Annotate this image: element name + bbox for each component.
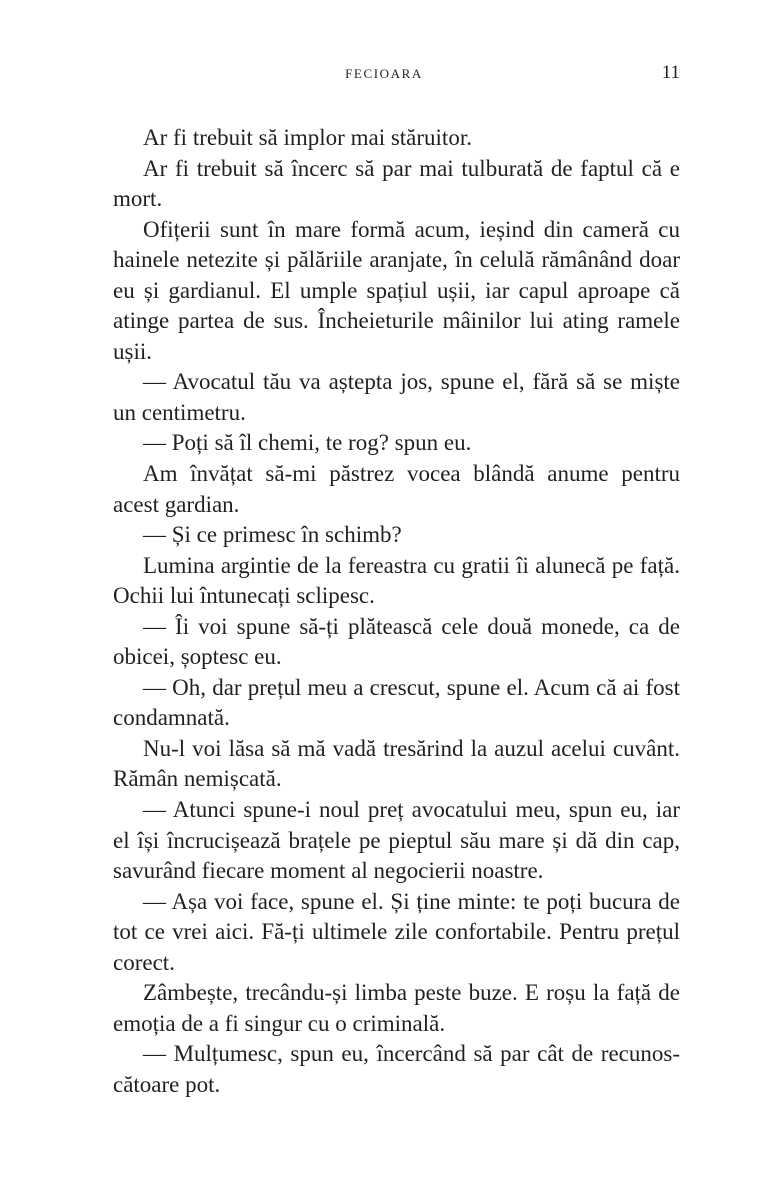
running-head-title: FECIOARA (345, 66, 423, 81)
paragraph (113, 734, 680, 795)
text-line: hainele netezite și pălăriile aranjate, în celulă rămânând doar (113, 247, 680, 273)
text-line: Rămân nemișcată. (113, 766, 282, 792)
text-line: — Atunci spune-i noul preț avocatului meu, spun eu, iar (143, 797, 680, 823)
body-text (113, 123, 680, 1101)
text-line: obicei, șoptesc eu. (113, 644, 282, 670)
page-number: 11 (661, 62, 680, 83)
paragraph (113, 428, 680, 459)
text-line: acest gardian. (113, 491, 240, 517)
paragraph (113, 612, 680, 673)
paragraph (113, 367, 680, 428)
text-line: tot ce vrei aici. Fă-ți ultimele zile confortabile. Pentru prețul (113, 919, 680, 945)
text-line: cătoare pot. (113, 1071, 221, 1097)
paragraph (113, 795, 680, 887)
text-line: — Și ce primesc în schimb? (143, 522, 402, 548)
text-line: Nu-l voi lăsa să mă vadă tresărind la auzul acelui cuvânt. (143, 735, 680, 761)
text-line: Ar fi trebuit să implor mai stăruitor. (143, 125, 472, 150)
paragraph (113, 1039, 680, 1100)
paragraph (113, 123, 680, 154)
text-line: condamnată. (113, 705, 230, 731)
text-line: un centimetru. (113, 399, 246, 425)
text-line: Ochii lui întunecați sclipesc. (113, 583, 375, 609)
paragraph (113, 215, 680, 368)
text-line: atinge partea de sus. Încheieturile mâinilor lui ating ramele (113, 308, 680, 334)
text-line: Am învățat să-mi păstrez vocea blândă anume pentru (143, 461, 680, 487)
text-line: savurând fiecare moment al negocierii noastre. (113, 858, 544, 884)
text-line: — Îi voi spune să-ți plătească cele două monede, ca de (143, 613, 680, 639)
text-line: — Oh, dar prețul meu a crescut, spune el. Acum că ai fost (143, 674, 680, 700)
text-line: Zâmbește, trecându-și limba peste buze. E roșu la față de (143, 980, 680, 1006)
text-line: el își încrucișează brațele pe pieptul său mare și dă din cap, (113, 827, 680, 853)
paragraph (113, 551, 680, 612)
text-line: — Mulțumesc, spun eu, încercând să par cât de recunos- (143, 1041, 680, 1067)
text-line: ușii. (113, 338, 152, 364)
text-line: — Poți să îl chemi, te rog? spun eu. (143, 430, 472, 456)
text-line: — Avocatul tău va aștepta jos, spune el, fără să se miște (143, 369, 680, 395)
paragraph (113, 887, 680, 979)
paragraph (113, 459, 680, 520)
text-line: emoția de a fi singur cu o criminală. (113, 1010, 446, 1036)
text-line: Ar fi trebuit să încerc să par mai tulburată de faptul că e (143, 155, 680, 181)
paragraph (113, 978, 680, 1039)
paragraph (113, 673, 680, 734)
text-line: eu și gardianul. El umple spațiul ușii, iar capul aproape că (113, 277, 680, 303)
text-line: Ofițerii sunt în mare formă acum, ieșind din cameră cu (143, 216, 680, 242)
paragraph (113, 154, 680, 215)
paragraph (113, 520, 680, 551)
text-line: Lumina argintie de la fereastra cu gratii îi alunecă pe față. (143, 552, 680, 578)
text-line: mort. (113, 186, 163, 212)
text-line: corect. (113, 949, 175, 975)
text-line: — Așa voi face, spune el. Și ține minte: te poți bucura de (143, 888, 680, 914)
